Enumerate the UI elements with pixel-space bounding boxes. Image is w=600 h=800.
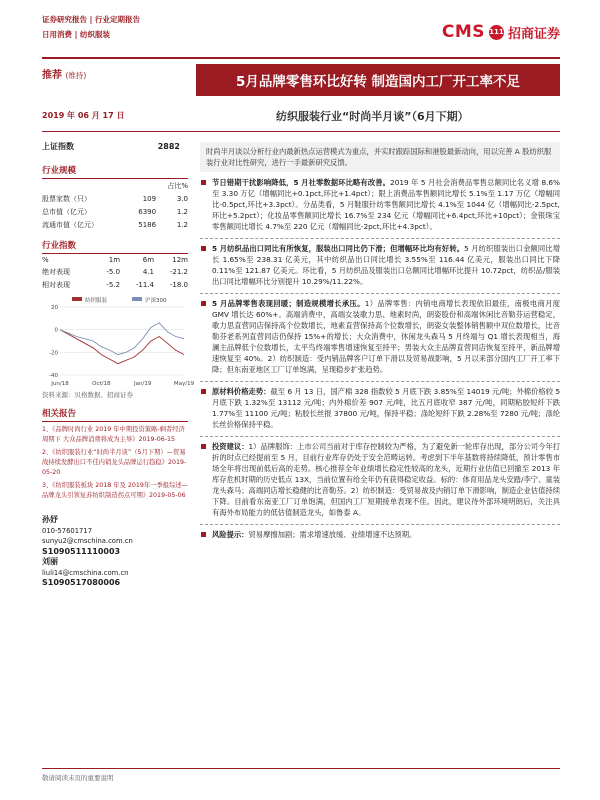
legend-label: 沪深300	[145, 298, 167, 304]
perf-title: 行业指数	[42, 239, 188, 254]
bullet-materials: 原材料价格走势：截至 6 月 13 日，国产棉 328 指数较 5 月底下跌 3.85%至 14019 元/吨；外棉价格较 5 月底下跌 1.32%至 13112 元/吨；内外棉价差 907 元/吨，比五月底收窄 387 元/吨，同期粘胶短纤下跌 1.77%至 11100 元/吨；粘胶长丝报 37800 元/吨，保持平稳；涤纶短纤下跌 2.28%至 7280 元/吨；涤纶长丝价格保持平稳。	[200, 386, 560, 430]
author-name: 孙妤	[42, 515, 58, 524]
perf-table	[42, 254, 188, 291]
divider	[200, 436, 560, 437]
top-rule	[42, 57, 560, 59]
logo-chinese: 招商证券	[507, 26, 560, 42]
bullet-retail: 节日错期干扰影响降低，5 月社零数据环比略有改善。2019 年 5 月社会消费品零售总额同比名义增 8.6%至 3.30 万亿（增幅同比+0.1pct,环比+1.4pct）；限上消费品零售额同比增长 5.1%至 1.17 万亿（增幅同比-0.5pct,环比+3.3pct）。分品类看，5 月鞋服针纺零售额同比增长 4.1%至 1044 亿（增幅同比-2.5pct,环比+5.2pct）；化妆品零售额同比增长 16.7%至 234 亿元（增幅同比+6.4pct,环比+10pct）；金银珠宝零售额同比增长 4.7%至 220 亿元（增幅同比-2pct,环比+4.3pct）。	[200, 177, 560, 232]
table-row: 绝对表现 -5.0 4.1 -21.2	[42, 267, 188, 276]
related-report[interactable]: 1、《品牌时尚行业 2019 年中期投资策略-剩者经济周期下 大众品牌消费将成为主导》2019-06-15	[42, 426, 185, 443]
divider	[200, 293, 560, 294]
related-report[interactable]: 2、《纺织服装行业“时尚半月谈”（5月下期）—贸易战持续发酵出口不佳内销龙头品牌运行趋稳》2019-05-20	[42, 449, 187, 476]
divider	[200, 238, 560, 239]
bullet-brand: 5 月品牌零售表现回暖；制造规模增长承压。1）品牌零售：内销电商增长表现依旧最佳，南极电商月度 GMV 增长达 60%+。高端消费中，高端女装歌力思、地素时尚，朗姿股份和高端休闲比音勒芬运营稳定，歌力思直营同店保持高个位数增长，地素直营保持高个位数增长，朗姿女装整体销售额中双位数增长，比音勒芬老系列直营同店仍保持 15%+的增长；大众消费中，休闲龙头森马 5 月终端与 Q1 增长表现相当，海澜主品牌低个位数增长，太平鸟终端零售增速恢复至持平；男装大众主品牌直营同店恢复至持平，新品牌增速恢复至 40%。2）纺织制造：受内销品牌客户订单下滑以及贸易战影响，5 月以来部分国内工厂开工率下降；但东南亚地区工厂订单饱满，呈现稳步扩张趋势。	[200, 298, 560, 375]
footer-note: 敬请阅读末页的重要说明	[42, 768, 560, 782]
y-tick-label: 0	[54, 327, 58, 334]
cms-logo	[442, 22, 560, 42]
rating	[42, 66, 86, 81]
report-date: 2019 年 06 月 17 日	[42, 111, 125, 120]
author-email[interactable]: sunyu2@cmschina.com.cn	[42, 537, 133, 545]
legend-swatch	[132, 297, 142, 301]
sidebar	[42, 136, 195, 589]
author-phone: 010-57601717	[42, 526, 93, 535]
chart-source: 资料来源：贝格数据、招商证券	[42, 391, 133, 399]
index-chart	[42, 295, 195, 389]
series-line	[60, 330, 184, 364]
scale-unit: 占比%	[167, 181, 188, 190]
author-block	[42, 515, 188, 589]
author-cert: S1090517080006	[42, 578, 121, 587]
logo-latin: CMS	[441, 22, 485, 42]
y-tick-label: 20	[51, 305, 58, 311]
table-row: 股票家数（只） 109 3.0	[42, 194, 188, 203]
scale-table	[42, 179, 188, 231]
author-cert: S1090511110003	[42, 546, 121, 556]
scale-title: 行业规模	[42, 164, 188, 179]
logo-badge-icon: 111	[489, 25, 504, 40]
author-email[interactable]: liuli14@cmschina.com.cn	[42, 568, 129, 577]
series-line	[60, 323, 184, 355]
related-report[interactable]: 3、《纺织服装板块 2018 年及 2019年一季报综述—品牌龙头引领复苏纺织制造拐点可期》2019-05-06	[42, 482, 188, 499]
reports-title: 相关报告	[42, 407, 188, 422]
x-tick-label: Jun/18	[51, 381, 69, 387]
legend-swatch	[72, 297, 82, 301]
rating-sub: (维持)	[65, 71, 87, 80]
x-tick-label: Oct/18	[92, 381, 111, 387]
index-chart-svg	[42, 295, 195, 387]
x-tick-label: Jan/19	[133, 381, 152, 387]
category-line-2: 日用消费 | 纺织服装	[42, 30, 110, 39]
bullet-risk: 风险提示：贸易摩擦加剧；需求增速放缓、业绩增速不达预期。	[200, 529, 560, 540]
index-value: 2882	[157, 141, 180, 151]
table-header: % 1m 6m 12m	[42, 255, 188, 264]
legend-label: 纺织服装	[85, 298, 108, 304]
divider	[200, 381, 560, 382]
title-rule	[42, 131, 560, 132]
table-row: 总市值（亿元） 6390 1.2	[42, 207, 188, 216]
category-line-1: 证券研究报告 | 行业定期报告	[42, 15, 140, 24]
table-row: 相对表现 -5.2 -11.4 -18.0	[42, 280, 188, 289]
index-label: 上证指数	[42, 141, 74, 151]
author-name: 刘丽	[42, 557, 58, 566]
index-row	[42, 136, 188, 156]
bullet-export: 5 月纺织品出口同比有所恢复，服装出口同比仍下滑；但增幅环比均有好转。5 月纺织服装出口金额同比增长 1.65%至 238.31 亿美元，其中纺织品出口同比增长 3.55%至 116.44 亿美元，服装出口同比下降 0.11%至 121.87 亿美元。环比看，5 月纺织品及服装出口总额同比增幅环比提升 10.72pct，纺织品/服装出口同比增幅环比分别提升 10.29%/11.22%。	[200, 243, 560, 287]
table-row: 流通市值（亿元） 5186 1.2	[42, 220, 188, 229]
report-title: 5月品牌零售环比好转 制造国内工厂开工率不足	[196, 64, 560, 96]
rating-label: 推荐	[42, 70, 62, 81]
divider	[200, 524, 560, 525]
intro-box: 时尚半月谈以分析行业内最新热点运营模式为重点，并实时跟踪国际和港股最新动向，用以完善 A 股纺织服装行业对比性研究，进行一手最新研究反馈。	[200, 142, 560, 172]
y-tick-label: -20	[49, 350, 58, 357]
report-subtitle: 纺织服装行业“时尚半月谈”（6月下期）	[276, 110, 469, 123]
bullet-investment: 投资建议：1）品牌服饰：上市公司当前对于库存控制较为严格，为了避免新一轮库存出现，部分公司今年打折的时点已经提前至 5 月，目前行业库存仍处于安全范畴运转。考虑到下半年基数将持续降低，预计零售市场全年将出现前低后高的走势。核心推荐全年业绩增长稳定性较高的龙头，近期行业估值已回撤至 2013 年库存危机时期的历史低点 13X，当前位置有给全年仍有获得稳定收益。标的：体育用品龙头安踏/李宁、童装龙头森马；高端同店增长稳健的比音勒芬。2）纺织制造：受贸易战及内销订单下滑影响，制造企业估值持续下降。目前看东南亚工厂订单饱满，但国内工厂短期接单表现不佳。因此，建议待外部环境明朗后，关注具有海外布局能力的低估值制造龙头，如鲁泰 A。	[200, 441, 560, 518]
y-tick-label: -40	[49, 373, 58, 379]
x-tick-label: May/19	[173, 381, 195, 387]
main-content	[200, 142, 560, 546]
report-category	[42, 12, 140, 42]
